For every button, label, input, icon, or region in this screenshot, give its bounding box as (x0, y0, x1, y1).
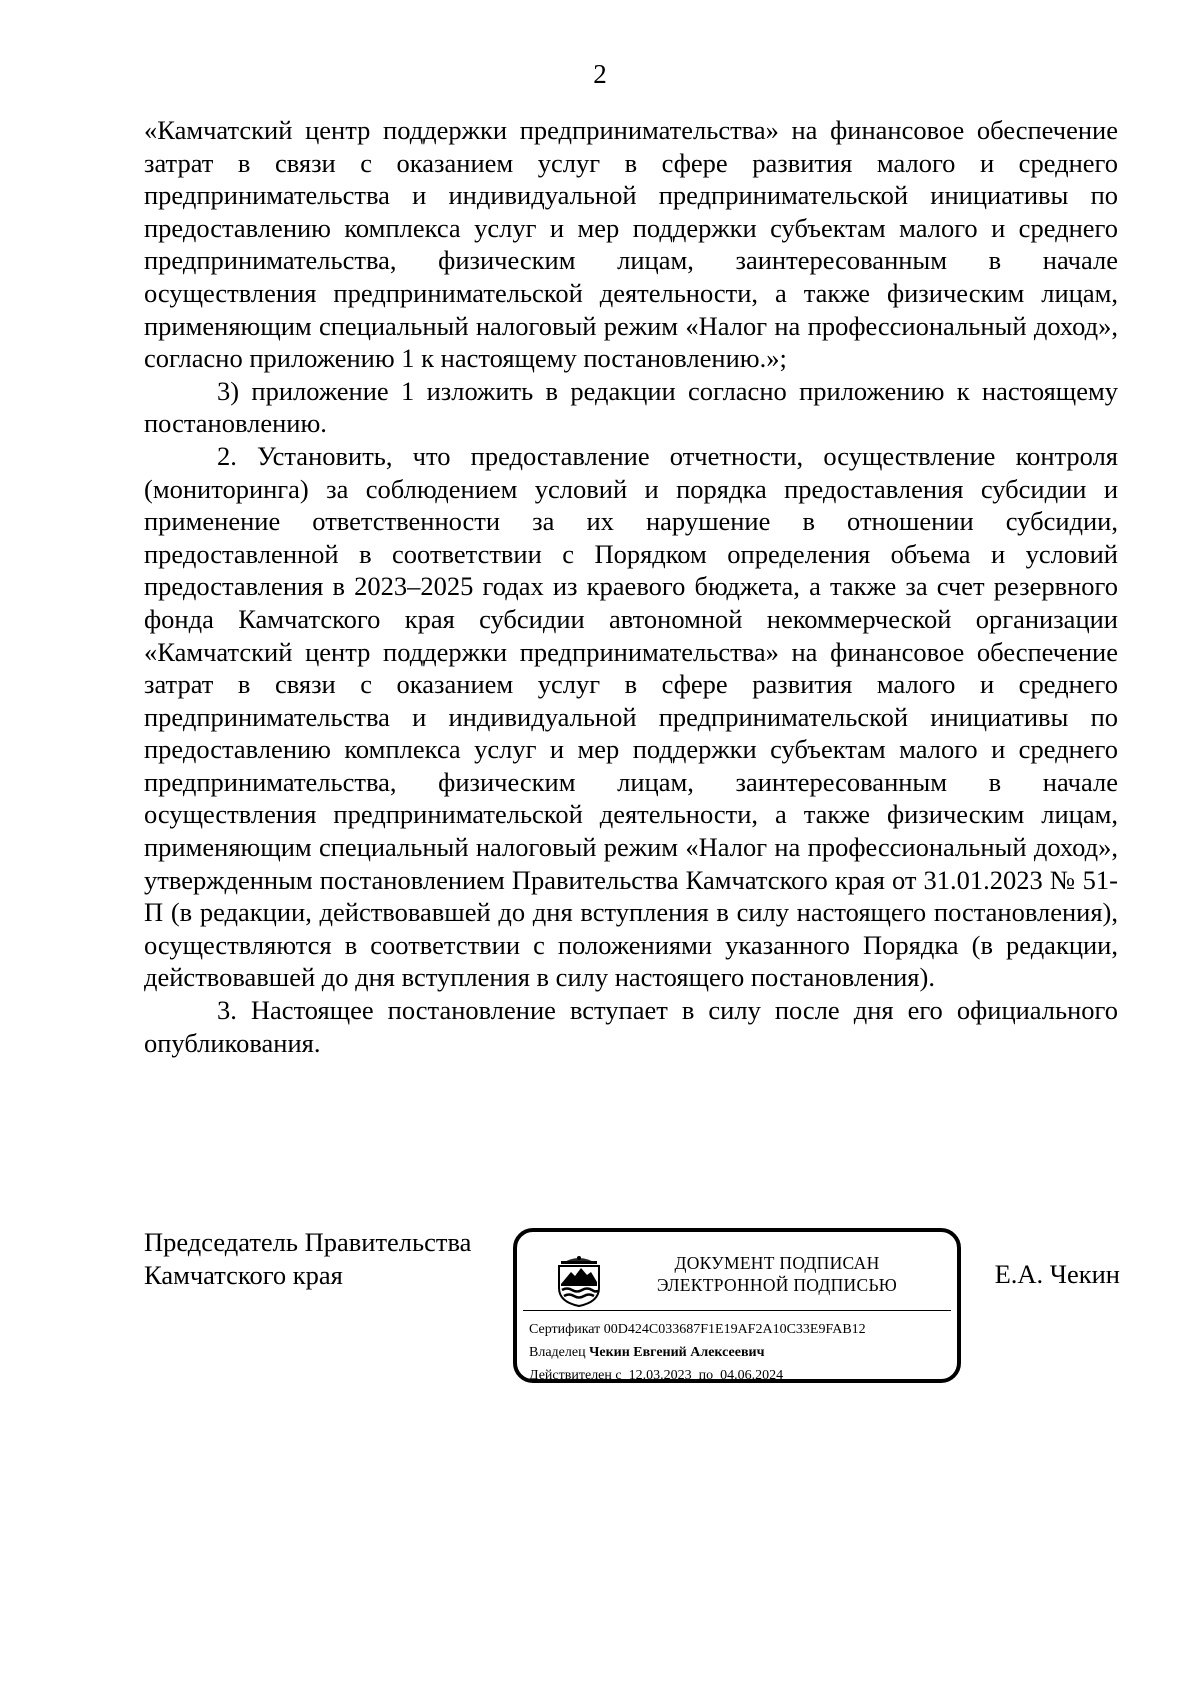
paragraph-point-2: 2. Установить, что предоставление отчетности, осуществление контроля (мониторинга) за соблюдением условий и порядка предоставления субсидии и применение ответственности за их нарушение в отношении субсидии, предоставленной в соответствии с Порядком определения объема и условий предоставления в 2023–2025 годах из краевого бюджета, а также за счет резервного фонда Камчатского края субсидии автономной некоммерческой организации «Камчатский центр поддержки предпринимательства» на финансовое обеспечение затрат в связи с оказанием услуг в сфере развития малого и среднего предпринимательства и индивидуальной предпринимательской инициативы по предоставлению комплекса услуг и мер поддержки субъектам малого и среднего предпринимательства, физическим лицам, заинтересованным в начале осуществления предпринимательской деятельности, а также физическим лицам, применяющим специальный налоговый режим «Налог на профессиональный доход», утвержденным постановлением Правительства Камчатского края от 31.01.2023 № 51-П (в редакции, действовавшей до дня вступления в силу настоящего постановления), осуществляются в соответствии с положениями указанного Порядка (в редакции, действовавшей до дня вступления в силу настоящего постановления). (144, 440, 1118, 993)
stamp-divider (523, 1310, 951, 1311)
valid-to: 04.06.2024 (720, 1368, 784, 1383)
owner-value: Чекин Евгений Алексеевич (589, 1345, 765, 1360)
page-number: 2 (593, 59, 607, 89)
valid-to-label: по (698, 1368, 714, 1383)
certificate-line (529, 1318, 866, 1341)
electronic-signature-stamp (513, 1228, 961, 1383)
stamp-heading (627, 1252, 927, 1296)
paragraph-continuation: «Камчатский центр поддержки предпринимательства» на финансовое обеспечение затрат в связи с оказанием услуг в сфере развития малого и среднего предпринимательства и индивидуальной предпринимательской инициативы по предоставлению комплекса услуг и мер поддержки субъектам малого и среднего предпринимательства, физическим лицам, заинтересованным в начале осуществления предпринимательской деятельности, а также физическим лицам, применяющим специальный налоговый режим «Налог на профессиональный доход», согласно приложению 1 к настоящему постановлению.»; (144, 115, 1118, 374)
stamp-heading-line: ДОКУМЕНТ ПОДПИСАН (674, 1253, 880, 1273)
stamp-details (529, 1318, 866, 1387)
signer-position-line: Камчатского края (144, 1259, 343, 1290)
document-body (144, 114, 1118, 1059)
paragraph-item-3: 3) приложение 1 изложить в редакции согласно приложению к настоящему постановлению. (144, 375, 1118, 439)
kamchatka-coat-of-arms-icon (553, 1248, 605, 1308)
paragraph-point-3: 3. Настоящее постановление вступает в силу после дня его официального опубликования. (144, 995, 1118, 1058)
owner-label: Владелец (529, 1345, 586, 1360)
stamp-heading-line: ЭЛЕКТРОННОЙ ПОДПИСЬЮ (656, 1275, 898, 1295)
signer-position (144, 1226, 524, 1291)
certificate-label: Сертификат (529, 1322, 601, 1337)
certificate-value: 00D424C033687F1E19AF2A10C33E9FAB12 (603, 1322, 866, 1337)
signer-name: Е.А. Чекин (994, 1259, 1120, 1289)
signer-position-line: Председатель Правительства (144, 1227, 472, 1257)
owner-line (529, 1341, 866, 1364)
validity-line (529, 1364, 866, 1387)
valid-label: Действителен с (529, 1368, 622, 1383)
valid-from: 12.03.2023 (628, 1368, 692, 1383)
